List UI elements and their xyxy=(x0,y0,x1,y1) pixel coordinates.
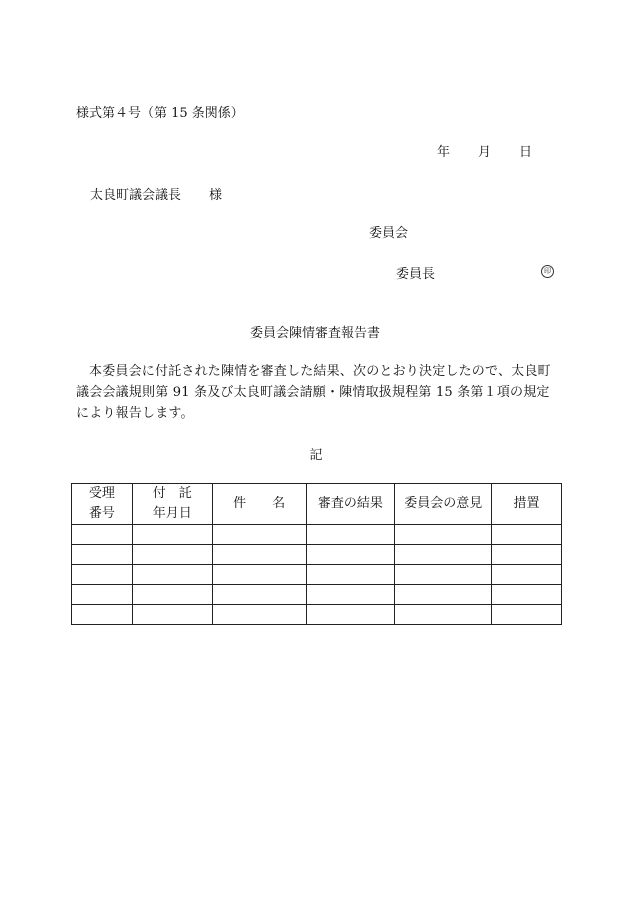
table-cell[interactable] xyxy=(306,525,395,545)
table-row xyxy=(72,565,562,585)
addressee-name: 太良町議会議長 xyxy=(90,188,182,203)
table-cell[interactable] xyxy=(132,585,212,605)
table-cell[interactable] xyxy=(492,545,562,565)
header-committee-opinion: 委員会の意見 xyxy=(395,484,492,525)
header-subject: 件 名 xyxy=(212,484,306,525)
table-row xyxy=(72,545,562,565)
report-table xyxy=(71,483,562,625)
body-text: 本委員会に付託された陳情を審査した結果、次のとおり決定したので、太良町議会会議規則第 91 条及び太良町議会請願・陳情取扱規程第 15 条第１項の規定により報告します。 xyxy=(76,364,551,421)
header-receipt-number: 受理 番号 xyxy=(72,484,133,525)
table-cell[interactable] xyxy=(132,525,212,545)
table-cell[interactable] xyxy=(72,525,133,545)
header-referral-date: 付 託 年月日 xyxy=(132,484,212,525)
addressee xyxy=(90,184,222,203)
table-cell[interactable] xyxy=(395,585,492,605)
seal-mark: 印 xyxy=(541,265,554,278)
table-cell[interactable] xyxy=(72,545,133,565)
table-cell[interactable] xyxy=(212,545,306,565)
form-number: 様式第４号（第 15 条関係） xyxy=(76,106,244,121)
table-cell[interactable] xyxy=(132,565,212,585)
table-cell[interactable] xyxy=(492,605,562,625)
table-cell[interactable] xyxy=(212,585,306,605)
table-row xyxy=(72,525,562,545)
header-review-result: 審査の結果 xyxy=(306,484,395,525)
committee-name: 委員会 xyxy=(369,226,409,241)
table-row xyxy=(72,585,562,605)
committee-chair xyxy=(396,263,554,282)
table-cell[interactable] xyxy=(306,545,395,565)
document-title: 委員会陳情審査報告書 xyxy=(249,326,380,341)
table-cell[interactable] xyxy=(395,605,492,625)
table-cell[interactable] xyxy=(306,585,395,605)
day-label: 日 xyxy=(519,145,533,160)
table-cell[interactable] xyxy=(395,545,492,565)
table-header-row xyxy=(72,484,562,525)
table-cell[interactable] xyxy=(395,565,492,585)
table-cell[interactable] xyxy=(212,605,306,625)
table-cell[interactable] xyxy=(212,565,306,585)
table-cell[interactable] xyxy=(395,525,492,545)
table-cell[interactable] xyxy=(306,605,395,625)
header-action: 措置 xyxy=(492,484,562,525)
table-body xyxy=(72,525,562,625)
table-cell[interactable] xyxy=(132,605,212,625)
addressee-honorific: 様 xyxy=(209,188,223,203)
table-cell[interactable] xyxy=(72,605,133,625)
table-cell[interactable] xyxy=(492,565,562,585)
table-cell[interactable] xyxy=(212,525,306,545)
table-cell[interactable] xyxy=(132,545,212,565)
chair-label: 委員長 xyxy=(396,267,436,282)
table-row xyxy=(72,605,562,625)
ki-heading: 記 xyxy=(309,448,323,463)
date-line xyxy=(437,141,532,160)
year-label: 年 xyxy=(437,145,451,160)
table-cell[interactable] xyxy=(492,525,562,545)
table-cell[interactable] xyxy=(72,585,133,605)
table-cell[interactable] xyxy=(306,565,395,585)
table-cell[interactable] xyxy=(492,585,562,605)
table-cell[interactable] xyxy=(72,565,133,585)
month-label: 月 xyxy=(478,145,492,160)
